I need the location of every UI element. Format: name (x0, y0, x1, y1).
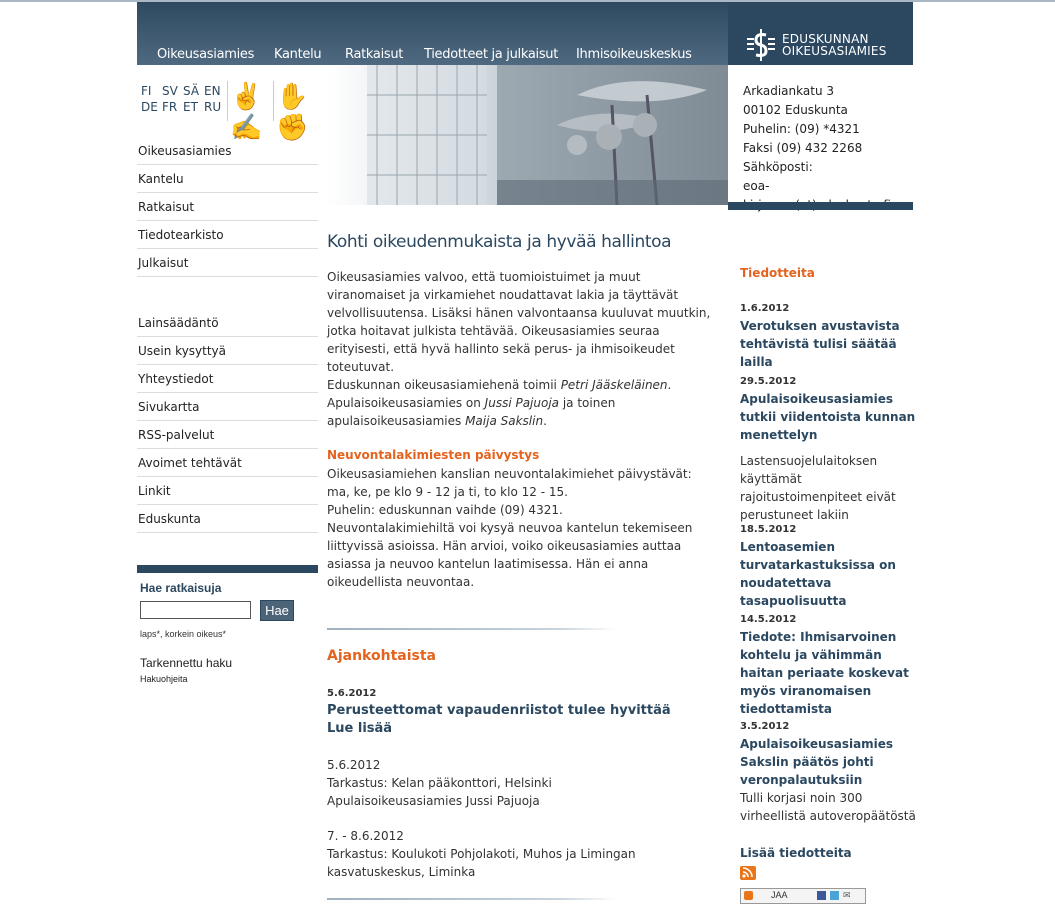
press-releases-title: Tiedotteita (740, 266, 815, 280)
section-divider (327, 628, 617, 630)
site-logo[interactable] (728, 2, 913, 65)
facebook-icon (817, 891, 826, 900)
duty-paragraph: Oikeusasiamiehen kanslian neuvontalakimiehet päivystävät: ma, ke, pe klo 9 - 12 ja ti, to klo 12 - 15. Puhelin: eduskunnan vaihde (09) 4321. Neuvontalakimiehiltä voi kysyä neuvoa kantelun tekemiseen liittyvissä asioissa. Hän arvioi, voiko oikeusasiamies auttaa asiassa ja neuvoo kantelun laatimisessa. Hän ei anna oikeudellista neuvontaa. (327, 467, 693, 589)
release-item: 14.5.2012 Tiedote: Ihmisarvoinen kohtelu ja vähimmän haitan periaate koskevat myös viranomaisen tiedottamista (740, 614, 920, 718)
search-button[interactable]: Hae (260, 600, 294, 621)
sidenav-lainsaadanto[interactable]: Lainsäädäntö (138, 316, 219, 330)
sidenav-yhteystiedot[interactable]: Yhteystiedot (138, 372, 214, 386)
sidenav-item (137, 221, 318, 249)
right-divider-bar (728, 202, 913, 210)
inspection-item: 7. - 8.6.2012 Tarkastus: Koulukoti Pohjolakoti, Muhos ja Limingan kasvatuskeskus, Liminka (327, 829, 636, 879)
sidenav-linkit[interactable]: Linkit (138, 484, 171, 498)
sign-language-sv-icon[interactable]: ✋✊ (273, 81, 316, 121)
search-hint: laps*, korkein oikeus* (140, 629, 227, 639)
sidenav-item (137, 309, 318, 337)
topnav-kantelu[interactable]: Kantelu (274, 47, 322, 62)
sidenav-item (137, 365, 318, 393)
ombudsman-name: Petri Jääskeläinen (560, 378, 668, 392)
advanced-search-link[interactable]: Tarkennettu haku (140, 656, 233, 670)
deputy-name-2: Maija Sakslin (465, 414, 544, 428)
sidenav-tiedotearkisto[interactable]: Tiedotearkisto (138, 228, 224, 242)
news-title-link[interactable]: Perusteettomat vapaudenriistot tulee hyvittää (327, 703, 671, 718)
sidenav-julkaisut[interactable]: Julkaisut (138, 256, 189, 270)
inspection-item: 5.6.2012 Tarkastus: Kelan pääkonttori, Helsinki Apulaisoikeusasiamies Jussi Pajuoja (327, 758, 552, 808)
site-header (137, 2, 913, 65)
sidenav-eduskunta[interactable]: Eduskunta (138, 512, 201, 526)
read-more-link[interactable]: Lue lisää (327, 721, 393, 736)
duty-heading: Neuvontalakimiesten päivystys (327, 448, 540, 462)
logo-mark-icon (746, 29, 776, 61)
lang-sv[interactable]: SV (162, 84, 178, 98)
deputy-name-1: Jussi Pajuoja (484, 396, 560, 410)
release-title-link[interactable]: Apulaisoikeusasiamies Sakslin päätös johti veronpalautuksiin (740, 737, 894, 787)
logo-line-1: EDUSKUNNAN (782, 32, 869, 46)
logo-line-2: OIKEUSASIAMIES (782, 44, 887, 58)
contact-info: Arkadiankatu 3 00102 Eduskunta Puhelin: (09) *4321 Faksi (09) 432 2268 Sähköposti: eoa- (743, 82, 913, 215)
release-title-link[interactable]: Tiedote: Ihmisarvoinen kohtelu ja vähimmän haitan periaate koskevat myös viranomaisen tiedottamista (740, 630, 909, 716)
sign-language-fi-icon[interactable]: ✌✍ (227, 81, 270, 121)
release-item: 3.5.2012 Apulaisoikeusasiamies Sakslin päätös johti veronpalautuksiin Tulli korjasi noin 300 virheellistä autoveropäätöstä (740, 721, 920, 825)
decision-search (137, 565, 318, 684)
rss-icon[interactable] (740, 866, 756, 880)
search-input[interactable] (140, 601, 251, 619)
sidenav-item (137, 449, 318, 477)
release-item: 18.5.2012 Lentoasemien turvatarkastuksissa on noudatettava tasapuolisuutta (740, 524, 920, 610)
topnav-oikeusasiamies[interactable]: Oikeusasiamies (157, 47, 255, 62)
share-button[interactable]: JAA ✉ (740, 888, 866, 904)
release-title-link[interactable]: Verotuksen avustavista tehtävistä tulisi säätää lailla (740, 319, 900, 369)
lang-fr[interactable]: FR (162, 100, 178, 114)
section-divider (327, 898, 617, 900)
release-item: 1.6.2012 Verotuksen avustavista tehtävistä tulisi säätää lailla (740, 303, 920, 371)
lang-et[interactable]: ET (183, 100, 198, 114)
sidenav-item (137, 137, 318, 165)
page (137, 2, 916, 907)
language-selector (137, 81, 318, 142)
lang-de[interactable]: DE (141, 100, 158, 114)
page-title: Kohti oikeudenmukaista ja hyvää hallintoa (327, 232, 672, 252)
current-news-heading: Ajankohtaista (327, 648, 436, 664)
topnav-ratkaisut[interactable]: Ratkaisut (345, 47, 404, 62)
building-sculpture-image (327, 65, 728, 205)
search-title: Hae ratkaisuja (140, 581, 222, 595)
sidenav-kantelu[interactable]: Kantelu (138, 172, 184, 186)
twitter-icon (830, 891, 839, 900)
news-item (327, 688, 722, 738)
release-title-link[interactable]: Lentoasemien turvatarkastuksissa on noudatettava tasapuolisuutta (740, 540, 896, 608)
sidenav-rss[interactable]: RSS-palvelut (138, 428, 215, 442)
email-icon: ✉ (843, 890, 851, 900)
sidenav-item (137, 421, 318, 449)
lang-ru[interactable]: RU (204, 100, 222, 114)
sidenav-usein-kysyttya[interactable]: Usein kysyttyä (138, 344, 227, 358)
release-item: 29.5.2012 Apulaisoikeusasiamies tutkii viidentoista kunnan menettelyn Lastensuojelulaitoksen käyttämät rajoitustoimenpiteet eivät perustuneet lakiin (740, 376, 920, 524)
sidenav-oikeusasiamies[interactable]: Oikeusasiamies (138, 144, 232, 158)
sidenav-item (137, 393, 318, 421)
sidenav-item (137, 337, 318, 365)
topnav-ihmisoikeuskeskus[interactable]: Ihmisoikeuskeskus (576, 47, 692, 62)
search-help-link[interactable]: Hakuohjeita (140, 674, 188, 684)
staff-paragraph: Eduskunnan oikeusasiamiehenä toimii Petri Jääskeläinen. Apulaisoikeusasiamies on Jussi Pajuoja ja toinen apulaisoikeusasiamies Maija Sakslin. (327, 378, 672, 428)
sidenav-item (137, 249, 318, 277)
lang-en[interactable]: EN (204, 84, 221, 98)
header-photo (327, 65, 728, 205)
more-releases-link[interactable]: Lisää tiedotteita (740, 846, 852, 860)
share-plus-icon (744, 891, 753, 900)
sidenav-avoimet-tehtavat[interactable]: Avoimet tehtävät (138, 456, 242, 470)
sidenav-item (137, 165, 318, 193)
intro-paragraph: Oikeusasiamies valvoo, että tuomioistuimet ja muut viranomaiset ja virkamiehet noudattavat lakia ja täyttävät velvollisuutensa. Lisäksi hänen valvontaansa kuuluvat muutkin, jotka hoitavat julkista tehtävää. Oikeusasiamies seuraa erityisesti, että hyvä hallinto sekä perus- ja ihmisoikeudet toteutuvat. (327, 270, 711, 374)
sidenav-item (137, 477, 318, 505)
primary-side-navigation (137, 137, 318, 277)
sidenav-ratkaisut[interactable]: Ratkaisut (138, 200, 195, 214)
sidenav-sivukartta[interactable]: Sivukartta (138, 400, 200, 414)
sidenav-item (137, 505, 318, 533)
secondary-side-navigation (137, 309, 318, 533)
lang-sa[interactable]: SÄ (183, 84, 200, 98)
news-date: 5.6.2012 (327, 688, 377, 699)
release-title-link[interactable]: Apulaisoikeusasiamies tutkii viidentoista kunnan menettelyn (740, 392, 916, 442)
search-divider-bar (137, 565, 318, 573)
topnav-tiedotteet[interactable]: Tiedotteet ja julkaisut (424, 47, 559, 62)
sidenav-item (137, 193, 318, 221)
contact-email[interactable]: eoa- (743, 179, 770, 193)
main-content (327, 232, 719, 879)
lang-fi[interactable]: FI (141, 84, 152, 98)
